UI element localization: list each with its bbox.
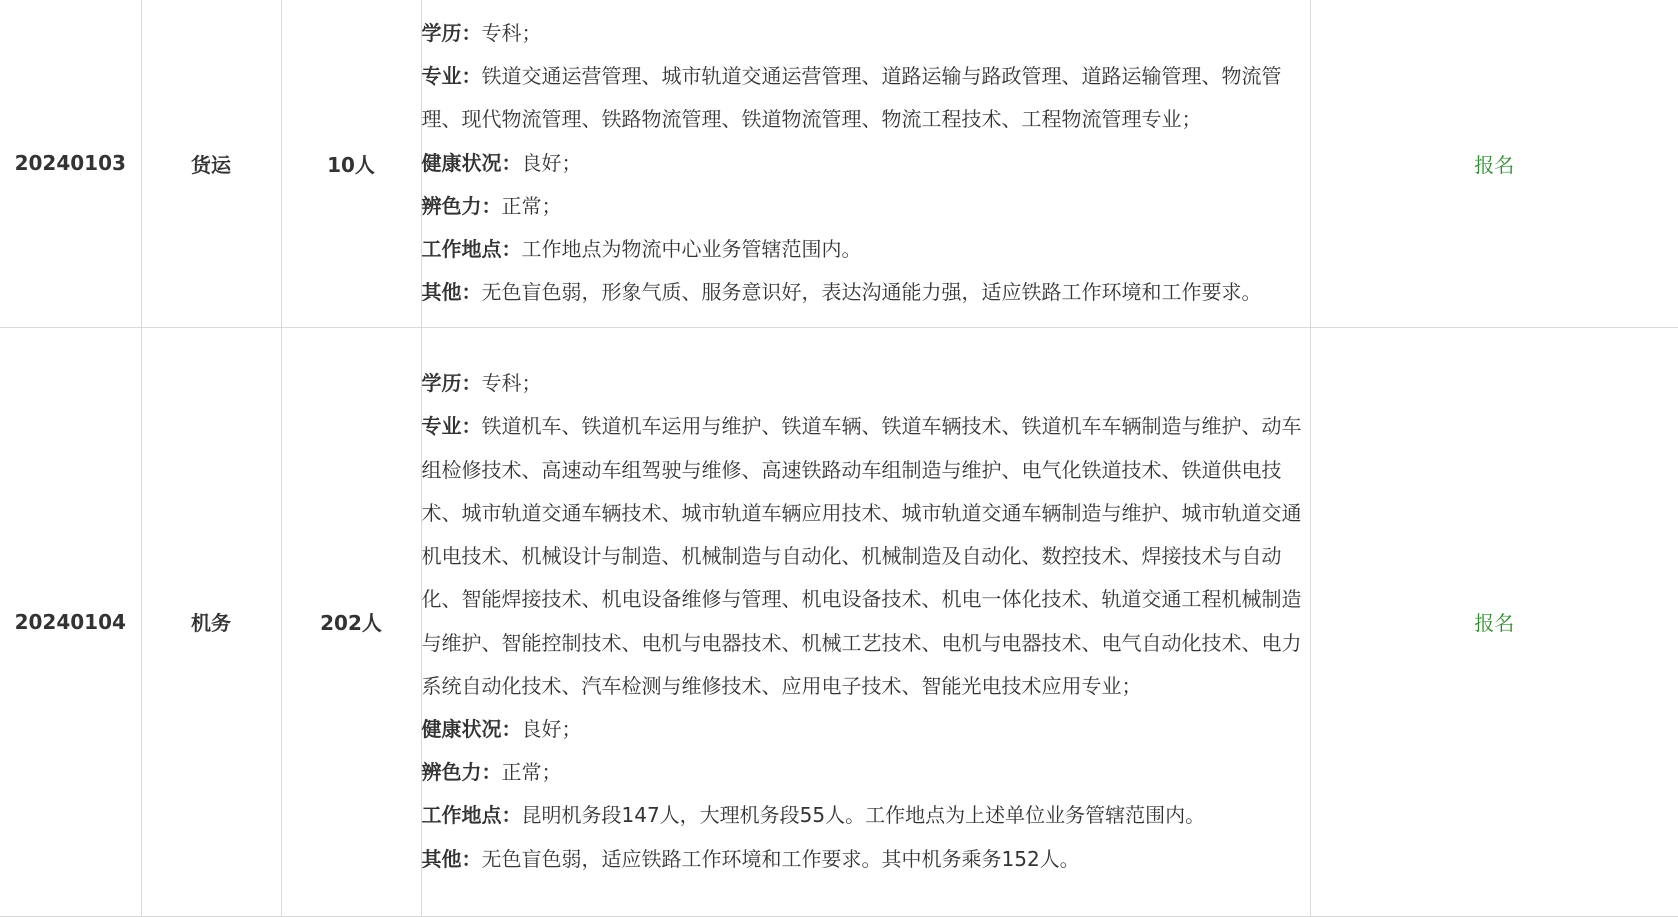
requirement-label: 其他：: [421, 280, 482, 305]
requirement-label: 学历：: [421, 21, 482, 46]
requirement-label: 专业：: [421, 64, 482, 89]
requirement-label: 辨色力：: [421, 760, 502, 785]
apply-link[interactable]: 报名: [1474, 152, 1515, 177]
requirement-value: 专科；: [481, 21, 542, 46]
requirement-label: 学历：: [421, 371, 482, 396]
requirement-label: 健康状况：: [421, 150, 522, 175]
requirement-color-vision: [422, 751, 1310, 794]
table-row: [0, 327, 1678, 916]
requirement-major: [422, 405, 1310, 707]
requirement-value: 专科；: [481, 371, 542, 396]
requirement-education: [422, 12, 1310, 55]
position-category: 机务: [141, 327, 281, 916]
requirement-major: [422, 55, 1310, 141]
action-cell: [1310, 0, 1678, 327]
requirement-label: 健康状况：: [421, 716, 522, 741]
position-category: 货运: [141, 0, 281, 327]
requirement-education: [422, 362, 1310, 405]
requirement-value: 工作地点为物流中心业务管辖范围内。: [521, 237, 862, 262]
action-cell: [1310, 327, 1678, 916]
requirement-value: 无色盲色弱，形象气质、服务意识好，表达沟通能力强，适应铁路工作环境和工作要求。: [481, 280, 1262, 305]
requirement-label: 辨色力：: [421, 193, 502, 218]
requirement-label: 其他：: [421, 846, 482, 871]
requirement-value: 昆明机务段147人，大理机务段55人。工作地点为上述单位业务管辖范围内。: [521, 803, 1206, 828]
requirement-value: 铁道机车、铁道机车运用与维护、铁道车辆、铁道车辆技术、铁道机车车辆制造与维护、动车组检修技术、高速动车组驾驶与维修、高速铁路动车组制造与维护、电气化铁道技术、铁道供电技术、城市轨道交通车辆技术、城市轨道车辆应用技术、城市轨道交通车辆制造与维护、城市轨道交通机电技术、机械设计与制造、机械制造与自动化、机械制造及自动化、数控技术、焊接技术与自动化、智能焊接技术、机电设备维修与管理、机电设备技术、机电一体化技术、轨道交通工程机械制造与维护、智能控制技术、电机与电器技术、机械工艺技术、电机与电器技术、电气自动化技术、电力系统自动化技术、汽车检测与维修技术、应用电子技术、智能光电技术应用专业；: [421, 414, 1302, 698]
requirement-value: 铁道交通运营管理、城市轨道交通运营管理、道路运输与路政管理、道路运输管理、物流管理、现代物流管理、铁路物流管理、铁道物流管理、物流工程技术、工程物流管理专业；: [421, 64, 1282, 132]
requirement-health: [422, 708, 1310, 751]
apply-link[interactable]: 报名: [1474, 611, 1515, 635]
requirement-value: 良好；: [521, 150, 582, 175]
requirement-value: 无色盲色弱，适应铁路工作环境和工作要求。其中机务乘务152人。: [481, 846, 1080, 871]
requirement-label: 工作地点：: [421, 803, 522, 828]
requirement-health: [422, 142, 1310, 185]
requirement-location: [422, 228, 1310, 271]
requirement-other: [422, 838, 1310, 881]
requirement-location: [422, 794, 1310, 837]
position-code: 20240103: [0, 0, 141, 327]
requirement-color-vision: [422, 185, 1310, 228]
requirement-label: 工作地点：: [421, 237, 522, 262]
position-requirements: [421, 327, 1310, 916]
position-headcount: 202人: [281, 327, 421, 916]
position-code: 20240104: [0, 327, 141, 916]
requirement-value: 良好；: [521, 716, 582, 741]
table-row: [0, 0, 1678, 327]
requirement-other: [422, 271, 1310, 314]
position-requirements: [421, 0, 1310, 327]
requirement-value: 正常；: [501, 760, 562, 785]
requirement-value: 正常；: [501, 193, 562, 218]
position-headcount: 10人: [281, 0, 421, 327]
requirement-label: 专业：: [421, 414, 482, 439]
